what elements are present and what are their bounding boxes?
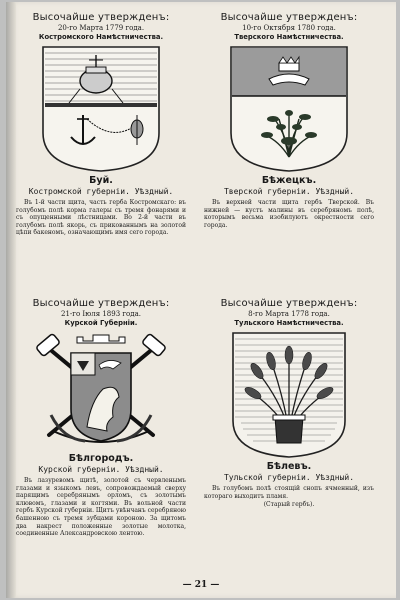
coat-description: Въ голубомъ полѣ стоящій снопъ ячменный, изъ котораго выходитъ пламя.: [204, 485, 374, 500]
approval-date: 21-го Іюля 1893 года.: [61, 310, 141, 318]
approval-heading: Высочайше утвержденъ:: [220, 12, 358, 23]
coat-of-arms-entry-buy: [16, 12, 186, 237]
coat-of-arms-entry-belgorod: [16, 298, 186, 538]
town-name: Бѣжецкъ.: [261, 175, 317, 186]
approval-heading: Высочайше утвержденъ:: [220, 298, 358, 309]
coat-description: Въ лазуревомъ щитѣ, золотой съ червленымъ глазами и языкомъ левъ, сопровождаемый сверху парящимъ серебрянымъ орломъ, съ золотымъ клювомъ, глазами и когтями. Въ вольной части гербъ Курской губерніи. Щитъ увѣнчанъ серебряною башенною съ тремя зубцами короною. За щитомъ два накрест положенные золотые молотка, соединенные Александровскою лентою.: [16, 477, 186, 538]
approval-authority: Курской Губерніи.: [64, 319, 138, 327]
approval-date: 10-го Октября 1780 года.: [242, 24, 336, 32]
town-name: Буй.: [89, 175, 113, 186]
coat-of-arms-entry-bezhetsk: [204, 12, 374, 229]
old-arms-note: (Старый гербъ).: [263, 501, 315, 509]
province-line: Костромской губерніи. Уѣздный.: [28, 187, 174, 196]
coat-description: Въ верхней части щита гербъ Тверской. Въ нижней — кустъ малины въ серебряномъ полѣ, которымъ весьма изобилуютъ окрестности сего города.: [204, 199, 374, 229]
approval-date: 20-го Марта 1779 года.: [57, 24, 145, 32]
raspberry-bush-shield-icon: [229, 45, 349, 173]
book-page: [6, 2, 396, 598]
lion-eagle-shield-icon: [33, 331, 169, 451]
province-line: Тульской губерніи. Уѣздный.: [223, 473, 355, 482]
province-line: Тверской губерніи. Уѣздный.: [223, 187, 355, 196]
approval-authority: Костромского Намѣстничества.: [38, 33, 164, 41]
approval-heading: Высочайше утвержденъ:: [32, 298, 170, 309]
coat-description: Въ 1-й части щита, часть герба Костромскаго: въ голубомъ полѣ корма галеры съ тремя фонарями и съ опущенными лѣстницами. Во 2-й части въ голубомъ полѣ якорь, съ прикованнымъ на золотой цѣпи бакеномъ, означающимъ имя сего города.: [16, 199, 186, 237]
book-gutter: [6, 2, 16, 598]
galley-anchor-shield-icon: [41, 45, 161, 173]
town-name: Бѣлгородъ.: [68, 453, 134, 464]
barley-sheaf-shield-icon: [231, 331, 347, 459]
province-line: Курской губерніи. Уѣздный.: [38, 465, 164, 474]
page-number: — 21 —: [182, 580, 220, 590]
approval-authority: Тульского Намѣстничества.: [234, 319, 344, 327]
approval-authority: Тверского Намѣстничества.: [234, 33, 344, 41]
approval-date: 8-го Марта 1778 года.: [248, 310, 330, 318]
town-name: Бѣлевъ.: [266, 461, 312, 472]
coat-of-arms-entry-belev: [204, 298, 374, 508]
approval-heading: Высочайше утвержденъ:: [32, 12, 170, 23]
